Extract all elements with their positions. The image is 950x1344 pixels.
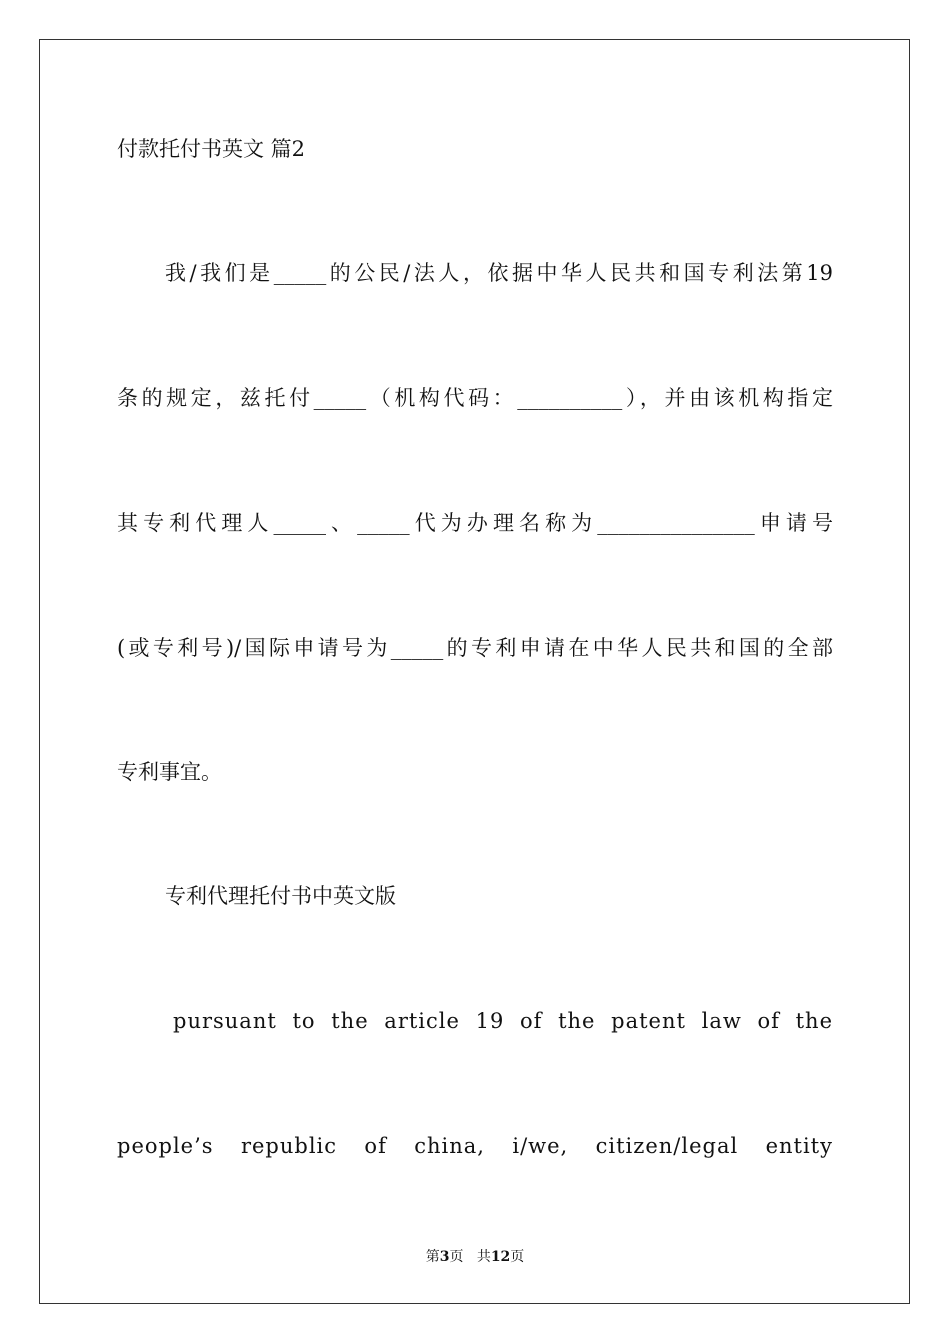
- subheading: 专利代理托付书中英文版: [165, 884, 396, 908]
- paragraph-line-4: (或专利号)/国际申请号为_____的专利申请在中华人民共和国的全部: [117, 636, 833, 660]
- paragraph-line-5: 专利事宜。: [117, 760, 222, 784]
- footer-total-suffix: 页: [510, 1249, 525, 1265]
- english-line-1: pursuant to the article 19 of the patent law of the: [173, 1009, 833, 1033]
- footer-total-prefix: 共: [476, 1249, 491, 1265]
- footer-page-suffix: 页: [449, 1249, 464, 1265]
- page-footer: [0, 1247, 950, 1267]
- paragraph-line-1: 我/我们是_____的公民/法人，依据中华人民共和国专利法第19: [165, 261, 833, 285]
- footer-page-number: 3: [439, 1249, 450, 1265]
- footer-total-pages: 12: [490, 1249, 511, 1265]
- english-line-2: people’s republic of china, i/we, citizen/legal entity: [117, 1134, 833, 1158]
- paragraph-line-2: 条的规定，兹托付_____（机构代码：__________），并由该机构指定: [117, 386, 833, 410]
- paragraph-line-3: 其专利代理人_____、_____代为办理名称为_______________申请号: [117, 511, 833, 535]
- footer-page-prefix: 第: [425, 1249, 440, 1265]
- section-heading: 付款托付书英文 篇2: [117, 137, 306, 161]
- page-border: [39, 39, 910, 1304]
